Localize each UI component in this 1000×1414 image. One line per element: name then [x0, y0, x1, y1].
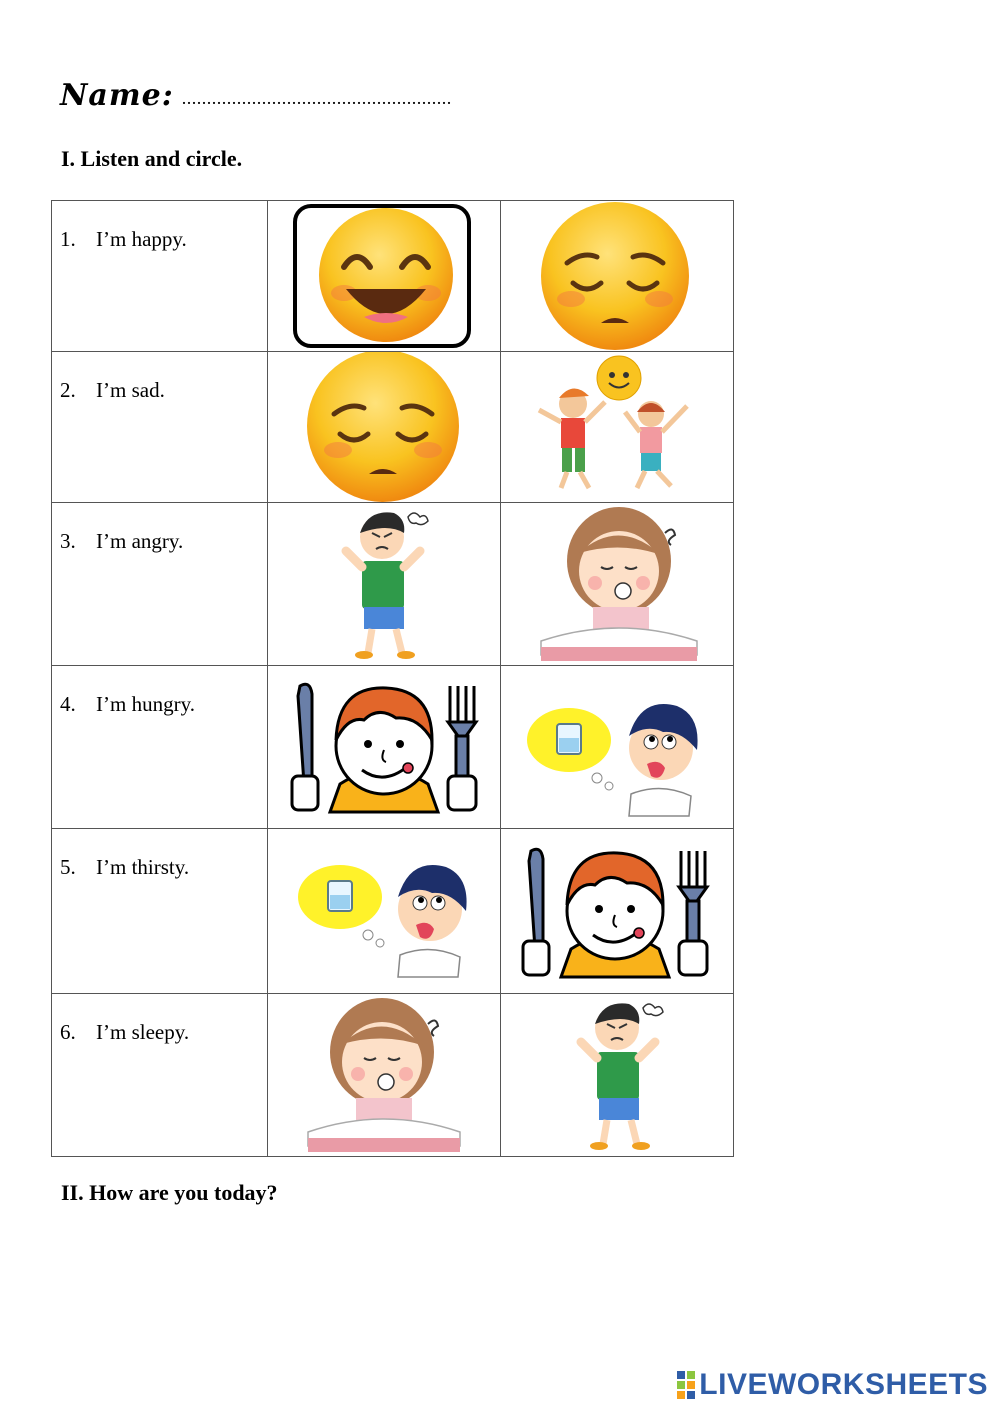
row-label — [52, 352, 268, 503]
angry-boy-icon — [268, 503, 500, 665]
choice-right[interactable] — [501, 352, 734, 503]
row-label — [52, 829, 268, 994]
row-number: 1. — [60, 227, 76, 251]
choice-right[interactable] — [501, 829, 734, 994]
section-1-title: I. Listen and circle. — [61, 146, 243, 171]
row-text: I’m happy. — [96, 227, 187, 251]
row-text: I’m thirsty. — [96, 855, 190, 879]
table-row — [52, 352, 734, 503]
choice-left[interactable] — [268, 503, 501, 666]
liveworksheets-logo — [677, 1368, 988, 1402]
row-text: I’m angry. — [96, 529, 184, 553]
table-row — [52, 994, 734, 1157]
sleepy-girl-icon — [268, 994, 500, 1156]
name-line[interactable]: ...................................................... — [181, 88, 452, 108]
row-number: 2. — [60, 378, 76, 402]
listen-circle-table — [51, 200, 734, 1157]
row-number: 4. — [60, 692, 76, 716]
table-row — [52, 829, 734, 994]
row-text: I’m hungry. — [96, 692, 195, 716]
choice-right[interactable] — [501, 994, 734, 1157]
happy-face-icon — [268, 201, 500, 351]
thirsty-boy-icon — [501, 666, 733, 828]
table-row — [52, 201, 734, 352]
row-label — [52, 503, 268, 666]
choice-left[interactable] — [268, 201, 501, 352]
sad-face-icon — [268, 352, 500, 502]
hungry-boy-icon — [268, 666, 500, 828]
row-label — [52, 201, 268, 352]
choice-left[interactable] — [268, 829, 501, 994]
row-number: 6. — [60, 1020, 76, 1044]
row-text: I’m sleepy. — [96, 1020, 190, 1044]
name-field — [60, 78, 452, 113]
choice-left[interactable] — [268, 352, 501, 503]
logo-blocks-icon — [677, 1371, 695, 1399]
row-label — [52, 994, 268, 1157]
table-row — [52, 503, 734, 666]
brand-name: LIVEWORKSHEETS — [699, 1368, 988, 1401]
row-number: 3. — [60, 529, 76, 553]
hungry-boy-icon — [501, 829, 733, 993]
choice-left[interactable] — [268, 666, 501, 829]
table-row — [52, 666, 734, 829]
angry-boy-icon — [501, 994, 733, 1156]
row-number: 5. — [60, 855, 76, 879]
choice-right[interactable] — [501, 666, 734, 829]
choice-right[interactable] — [501, 503, 734, 666]
thirsty-boy-icon — [268, 829, 500, 993]
row-label — [52, 666, 268, 829]
section-2-title: II. How are you today? — [61, 1180, 278, 1205]
row-text: I’m sad. — [96, 378, 165, 402]
choice-right[interactable] — [501, 201, 734, 352]
choice-left[interactable] — [268, 994, 501, 1157]
sleepy-girl-icon — [501, 503, 733, 665]
name-label: Name: — [60, 78, 174, 113]
sad-face-icon — [501, 201, 733, 351]
happy-kids-icon — [501, 352, 733, 502]
